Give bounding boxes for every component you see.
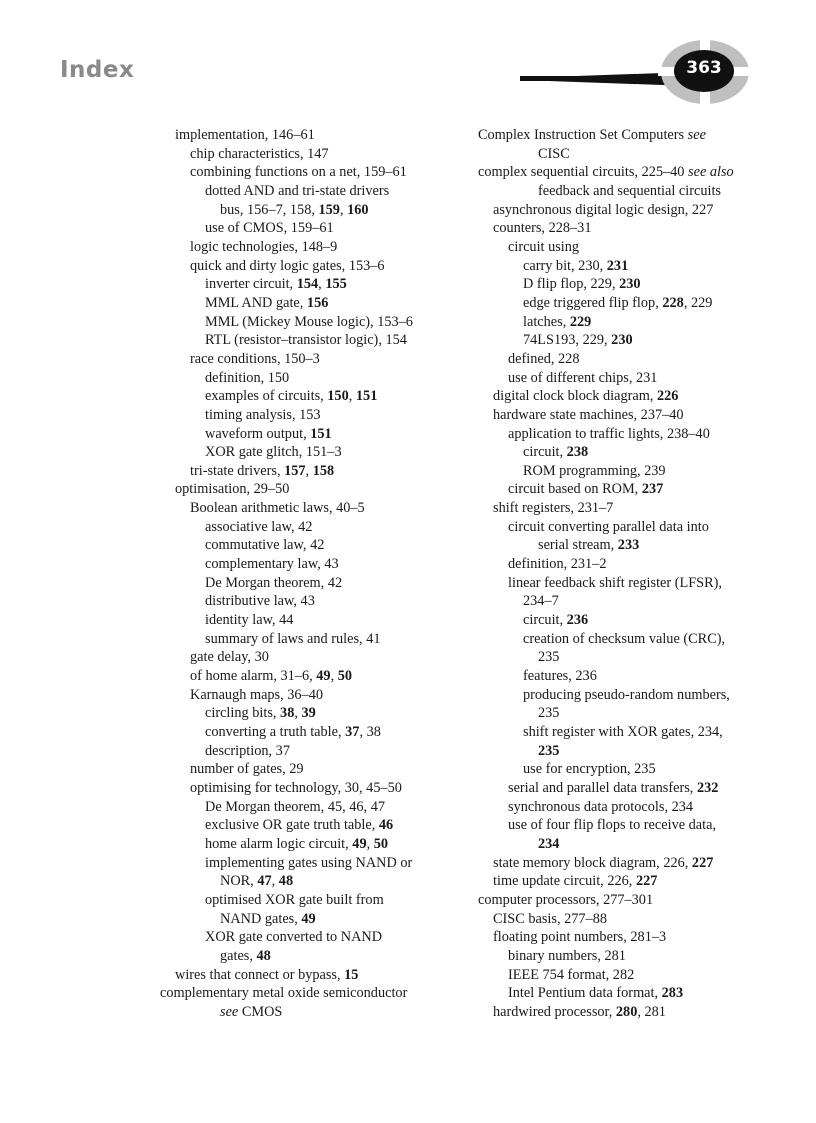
index-entry-text: complementary law, 43: [205, 556, 339, 573]
index-entry-text: state memory block diagram, 226,: [493, 854, 692, 871]
index-entry-text: NAND gates,: [220, 910, 302, 927]
index-entry-text: number of gates, 29: [190, 761, 304, 778]
index-entry-text: hardware state machines, 237–40: [493, 406, 684, 423]
index-entry: [478, 667, 768, 686]
index-entry: [160, 387, 450, 406]
index-entry: [478, 872, 768, 891]
index-page-ref-bold: 234: [538, 835, 560, 852]
index-page-ref-bold: 150: [327, 388, 349, 405]
index-entry: [160, 219, 450, 238]
index-page-ref-bold: 47: [257, 873, 272, 890]
index-entry-text: combining functions on a net, 159–61: [190, 164, 407, 181]
index-entry: [160, 760, 450, 779]
index-page-ref-bold: 230: [619, 276, 641, 293]
index-entry: [478, 611, 768, 630]
index-entry-text: converting a truth table,: [205, 724, 346, 740]
index-entry-text: wires that connect or bypass,: [175, 966, 345, 983]
index-entry: [160, 686, 450, 705]
index-entry: [160, 723, 450, 742]
index-entry-text: waveform output,: [205, 425, 311, 442]
index-entry-text: Boolean arithmetic laws, 40–5: [190, 500, 365, 517]
index-entry: [478, 294, 768, 313]
index-entry: [160, 145, 450, 164]
index-entry-text: implementing gates using NAND or: [205, 854, 413, 871]
index-page-ref-bold: 227: [635, 873, 658, 890]
index-entry: [160, 499, 450, 518]
index-entry-text: hardwired processor,: [493, 1003, 616, 1020]
index-entry: [478, 313, 768, 332]
index-entry-text: features, 236: [523, 668, 597, 685]
index-entry-text: 74LS193, 229,: [523, 332, 612, 349]
index-entry: [160, 369, 450, 388]
index-entry: [160, 480, 450, 499]
index-entry: [478, 910, 768, 929]
index-entry-text: examples of circuits,: [205, 388, 328, 405]
index-entry-text: logic technologies, 148–9: [190, 238, 338, 255]
index-entry-text: D flip flop, 229,: [523, 276, 620, 293]
index-entry-text: application to traffic lights, 238–40: [508, 425, 710, 442]
index-entry-text: ,: [330, 668, 338, 685]
index-entry-text: RTL (resistor–transistor logic), 154: [205, 332, 407, 349]
index-page-ref-bold: 38: [280, 705, 295, 722]
index-page-ref-bold: 50: [373, 835, 389, 852]
index-entry-text: 234–7: [523, 593, 559, 610]
index-entry-text: tri-state drivers,: [190, 462, 285, 479]
index-entry-text: use of different chips, 231: [508, 369, 658, 386]
index-page-ref-bold: 232: [696, 779, 719, 796]
index-entry-text: NOR,: [220, 873, 258, 890]
index-entry-text: synchronous data protocols, 234: [508, 798, 694, 815]
index-entry: [478, 928, 768, 947]
index-entry-text: serial stream,: [538, 537, 618, 554]
index-entry: [478, 984, 768, 1003]
index-entry-text: feedback and sequential circuits: [538, 182, 721, 199]
index-page-ref-bold: 160: [347, 201, 369, 218]
index-entry-text: optimised XOR gate built from: [205, 891, 384, 908]
index-page-ref-bold: 231: [606, 257, 629, 274]
index-entry: [160, 779, 450, 798]
index-entry: [160, 574, 450, 593]
index-entry-text: asynchronous digital logic design, 227: [493, 201, 714, 218]
index-entry: [160, 275, 450, 294]
page-title: Index: [60, 57, 135, 83]
index-entry-text: identity law, 44: [205, 612, 294, 629]
index-entry-text: circuit,: [523, 612, 567, 629]
index-page-ref-bold: 159: [318, 201, 340, 218]
index-entry-text: producing pseudo-random numbers,: [523, 686, 730, 703]
index-page-ref-bold: 228: [662, 294, 684, 311]
index-entry: [478, 816, 768, 835]
index-page-ref-bold: 15: [344, 966, 359, 983]
index-entry-text: optimising for technology, 30, 45–50: [190, 779, 402, 796]
index-entry-text: edge triggered flip flop,: [523, 294, 663, 311]
index-entry-text: home alarm logic circuit,: [205, 835, 353, 852]
index-entry-text: 235: [538, 705, 560, 722]
index-entry: [160, 536, 450, 555]
index-entry: [478, 592, 768, 611]
index-entry-text: De Morgan theorem, 45, 46, 47: [205, 798, 386, 815]
index-page-ref-bold: 283: [661, 985, 684, 1002]
index-page-ref-bold: 156: [306, 294, 329, 311]
index-page-ref-bold: 237: [641, 481, 664, 498]
index-entry-text: ,: [366, 835, 374, 852]
index-entry: [160, 742, 450, 761]
index-entry: [478, 425, 768, 444]
index-entry: [478, 966, 768, 985]
index-entry-text: computer processors, 277–301: [478, 891, 654, 908]
index-entry: [160, 854, 450, 873]
index-entry: [160, 462, 450, 481]
index-entry-text: distributive law, 43: [205, 593, 315, 610]
index-entry: [160, 630, 450, 649]
index-page-ref-bold: 235: [538, 742, 560, 759]
index-page-ref-bold: 226: [656, 388, 679, 405]
index-page-ref-bold: 227: [691, 854, 714, 871]
index-entry-text: bus, 156–7, 158,: [220, 201, 319, 218]
index-entry-text: linear feedback shift register (LFSR),: [508, 574, 722, 591]
index-entry: [160, 1003, 450, 1022]
index-entry-text: complementary metal oxide semiconductor: [160, 985, 408, 1002]
index-entry-text: complex sequential circuits, 225–40: [478, 164, 689, 181]
index-entry-text: race conditions, 150–3: [190, 350, 320, 367]
index-page-ref-bold: 49: [352, 835, 367, 852]
index-page-ref-bold: 49: [316, 668, 331, 685]
index-entry-text: associative law, 42: [205, 518, 313, 535]
index-entry: [478, 126, 768, 145]
index-entry-text: CMOS: [238, 1003, 283, 1020]
index-entry-text: ,: [271, 873, 279, 890]
index-entry: [160, 443, 450, 462]
index-column-right: [478, 126, 768, 1022]
index-entry: [478, 648, 768, 667]
index-entry-text: use for encryption, 235: [523, 761, 656, 778]
index-entry: [160, 947, 450, 966]
index-entry-text: inverter circuit,: [205, 276, 297, 293]
index-entry-text: 235: [538, 649, 560, 666]
index-entry: [478, 145, 768, 164]
index-page-ref-bold: 39: [301, 705, 316, 722]
index-entry-text: CISC basis, 277–88: [493, 910, 607, 927]
index-entry-text: ,: [348, 388, 356, 405]
index-entry: [160, 163, 450, 182]
index-entry-text: ,: [318, 276, 326, 293]
index-entry: [478, 238, 768, 257]
index-entry: [478, 630, 768, 649]
index-entry-text: commutative law, 42: [205, 537, 325, 554]
index-entry: [478, 555, 768, 574]
index-entry: [160, 910, 450, 929]
index-entry-text: ,: [305, 462, 313, 479]
index-page-ref-bold: 238: [566, 444, 589, 461]
index-entry-text: CISC: [538, 145, 570, 162]
index-page-ref-bold: 230: [611, 332, 633, 349]
index-entry: [160, 816, 450, 835]
index-entry: [160, 406, 450, 425]
index-entry: [160, 331, 450, 350]
index-entry: [160, 350, 450, 369]
index-entry-text: gate delay, 30: [190, 649, 269, 666]
index-entry: [160, 238, 450, 257]
index-entry-text: serial and parallel data transfers,: [508, 779, 697, 796]
index-entry-text: binary numbers, 281: [508, 947, 626, 964]
index-entry: [478, 369, 768, 388]
index-entry-text: floating point numbers, 281–3: [493, 929, 667, 946]
index-entry: [478, 574, 768, 593]
index-entry-text: defined, 228: [508, 350, 580, 367]
index-entry-text: circuit using: [508, 238, 580, 255]
index-cross-ref: see: [220, 1003, 239, 1020]
index-entry-text: ROM programming, 239: [523, 462, 666, 479]
index-entry: [478, 331, 768, 350]
index-entry: [160, 798, 450, 817]
index-entry: [160, 611, 450, 630]
index-entry-text: time update circuit, 226,: [493, 873, 636, 890]
index-entry: [160, 966, 450, 985]
index-entry-text: circuit,: [523, 444, 567, 461]
index-entry-text: timing analysis, 153: [205, 406, 321, 423]
index-entry: [160, 126, 450, 145]
index-entry: [478, 257, 768, 276]
index-page-ref-bold: 158: [312, 462, 335, 479]
index-entry-text: ,: [294, 705, 302, 722]
index-page-ref-bold: 49: [301, 910, 316, 927]
index-entry: [160, 648, 450, 667]
index-entry-text: definition, 150: [205, 369, 290, 386]
index-page-ref-bold: 48: [278, 873, 294, 890]
index-column-left: [160, 126, 450, 1022]
index-entry-text: Complex Instruction Set Computers: [478, 127, 688, 143]
index-entry: [478, 704, 768, 723]
index-entry: [478, 275, 768, 294]
index-entry: [160, 667, 450, 686]
index-entry-text: use of CMOS, 159–61: [205, 220, 334, 237]
page-number: 363: [686, 58, 722, 78]
index-entry-text: of home alarm, 31–6,: [190, 668, 317, 685]
index-entry-text: circuit based on ROM,: [508, 481, 642, 498]
index-cross-ref: see: [687, 127, 706, 143]
index-entry: [478, 350, 768, 369]
index-entry: [160, 704, 450, 723]
index-entry: [478, 387, 768, 406]
index-page-ref-bold: 280: [615, 1003, 638, 1020]
index-entry: [478, 760, 768, 779]
index-entry-text: use of four flip flops to receive data,: [508, 817, 717, 834]
index-entry: [478, 182, 768, 201]
index-page-ref-bold: 50: [337, 668, 353, 685]
index-entry: [478, 518, 768, 537]
index-page-ref-bold: 37: [345, 724, 360, 740]
index-entry: [160, 835, 450, 854]
index-entry-text: MML AND gate,: [205, 294, 307, 311]
index-entry: [160, 891, 450, 910]
index-entry: [478, 686, 768, 705]
index-entry: [478, 480, 768, 499]
index-entry: [478, 163, 768, 182]
index-entry-text: gates,: [220, 947, 257, 964]
index-entry: [478, 462, 768, 481]
index-page-ref-bold: 233: [617, 537, 640, 554]
index-entry: [160, 425, 450, 444]
index-entry-text: , 229: [683, 294, 713, 311]
index-page-ref-bold: 151: [355, 388, 378, 405]
index-entry: [160, 984, 450, 1003]
index-entry: [478, 723, 768, 742]
index-entry-text: ,: [339, 201, 348, 218]
index-entry-text: counters, 228–31: [493, 220, 592, 237]
index-page-ref-bold: 154: [296, 276, 319, 293]
index-entry-text: definition, 231–2: [508, 556, 607, 573]
index-entry: [478, 742, 768, 761]
index-entry-text: implementation, 146–61: [175, 127, 315, 143]
index-entry-text: chip characteristics, 147: [190, 145, 329, 162]
index-entry: [478, 854, 768, 873]
index-entry: [160, 555, 450, 574]
index-entry: [160, 518, 450, 537]
index-entry-text: creation of checksum value (CRC),: [523, 630, 726, 647]
index-entry-text: summary of laws and rules, 41: [205, 630, 381, 647]
index-entry: [160, 201, 450, 220]
index-entry: [478, 201, 768, 220]
page-header: [0, 0, 816, 120]
index-entry: [160, 182, 450, 201]
index-entry: [478, 947, 768, 966]
index-entry: [478, 443, 768, 462]
index-entry-text: circuit converting parallel data into: [508, 518, 709, 535]
index-cross-ref: see also: [688, 164, 734, 181]
index-entry-text: shift registers, 231–7: [493, 500, 614, 517]
index-entry: [160, 928, 450, 947]
index-entry-text: XOR gate glitch, 151–3: [205, 444, 342, 461]
index-page-ref-bold: 151: [310, 425, 332, 442]
index-entry: [478, 891, 768, 910]
index-entry-text: IEEE 754 format, 282: [508, 966, 635, 983]
index-entry: [478, 499, 768, 518]
index-entry-text: latches,: [523, 313, 570, 330]
index-page-ref-bold: 157: [284, 462, 306, 479]
index-entry-text: , 38: [359, 724, 381, 740]
index-entry: [478, 798, 768, 817]
index-entry-text: shift register with XOR gates, 234,: [523, 724, 723, 740]
index-entry: [478, 1003, 768, 1022]
index-entry-text: De Morgan theorem, 42: [205, 574, 343, 591]
index-entry: [478, 219, 768, 238]
index-entry: [160, 257, 450, 276]
index-page-ref-bold: 155: [325, 276, 347, 293]
index-entry-text: , 281: [637, 1003, 666, 1020]
index-page-ref-bold: 48: [256, 947, 271, 964]
index-entry: [478, 835, 768, 854]
index-entry: [160, 592, 450, 611]
index-entry-text: exclusive OR gate truth table,: [205, 817, 379, 834]
index-entry-text: XOR gate converted to NAND: [205, 929, 383, 946]
index-entry: [160, 294, 450, 313]
index-entry-text: Intel Pentium data format,: [508, 985, 662, 1002]
index-entry-text: MML (Mickey Mouse logic), 153–6: [205, 313, 413, 330]
index-entry-text: description, 37: [205, 742, 290, 759]
index-entry: [478, 536, 768, 555]
index-entry-text: Karnaugh maps, 36–40: [190, 686, 324, 703]
index-page-ref-bold: 229: [569, 313, 592, 330]
index-entry: [160, 872, 450, 891]
index-entry: [160, 313, 450, 332]
index-entry-text: carry bit, 230,: [523, 257, 607, 274]
index-page-ref-bold: 236: [566, 612, 589, 629]
index-entry-text: quick and dirty logic gates, 153–6: [190, 257, 385, 274]
index-page-ref-bold: 46: [378, 817, 394, 834]
index-entry: [478, 779, 768, 798]
index-entry-text: dotted AND and tri-state drivers: [205, 182, 390, 199]
index-entry-text: optimisation, 29–50: [175, 481, 290, 498]
index-entry-text: digital clock block diagram,: [493, 388, 657, 405]
index-entry: [478, 406, 768, 425]
index-entry-text: circling bits,: [205, 705, 281, 722]
